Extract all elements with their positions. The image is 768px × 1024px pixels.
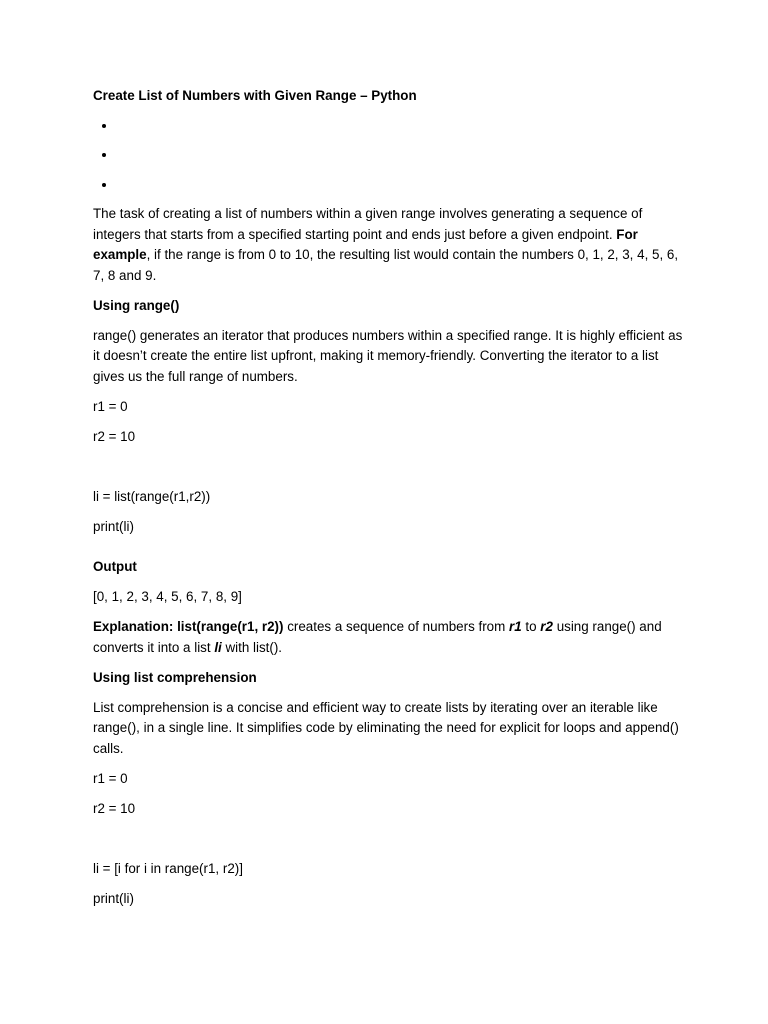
list-item [117,175,683,196]
explanation-text: using range() and converts it into a list [93,619,662,655]
explanation-text: with list(). [221,639,283,655]
var-li: li [214,639,222,655]
blank-line [93,829,683,850]
code-line: r1 = 0 [93,398,128,414]
section-heading-range: Using range() [93,297,180,313]
code-line: li = [i for i in range(r1, r2)] [93,860,243,876]
explanation-label: Explanation: list(range(r1, r2)) [93,619,284,634]
code-line: r2 = 10 [93,428,136,444]
list-item [117,145,683,166]
explanation-paragraph [93,617,683,658]
intro-text: The task of creating a list of numbers within a given range involves generating a sequence of integers that starts from a specified starting point and ends just before a given endpoint. [93,206,643,242]
code-line: print(li) [93,890,134,906]
intro-bold-example: For example [93,226,638,262]
empty-bullet-list [93,116,683,196]
blank-line [93,457,683,478]
intro-paragraph [93,204,683,286]
document-page [93,86,683,919]
var-r2: r2 [540,619,553,634]
var-r1: r1 [509,619,522,634]
output-value: [0, 1, 2, 3, 4, 5, 6, 7, 8, 9] [93,589,242,604]
list-item [117,116,683,137]
range-description: range() generates an iterator that produces numbers within a specified range. It is highly efficient as it doesn’t create the entire list upfront, making it memory-friendly. Converting the iterator to a list gives us the full range of numbers. [93,327,683,384]
code-line: print(li) [93,518,134,534]
page-title: Create List of Numbers with Given Range – Python [93,88,417,103]
explanation-text: to [521,619,541,634]
explanation-text: creates a sequence of numbers from [283,619,510,634]
code-line: r1 = 0 [93,770,128,786]
output-heading: Output [93,559,137,574]
code-line: r2 = 10 [93,800,136,816]
section-heading-list-comprehension: Using list comprehension [93,669,257,685]
intro-text-rest: , if the range is from 0 to 10, the resulting list would contain the numbers 0, 1, 2, 3, 4, 5, 6, 7, 8 and 9. [93,247,679,283]
list-comprehension-description: List comprehension is a concise and efficient way to create lists by iterating over an iterable like range(), in a single line. It simplifies code by eliminating the need for explicit for loops and append() calls. [93,699,679,756]
code-line: li = list(range(r1,r2)) [93,488,211,504]
